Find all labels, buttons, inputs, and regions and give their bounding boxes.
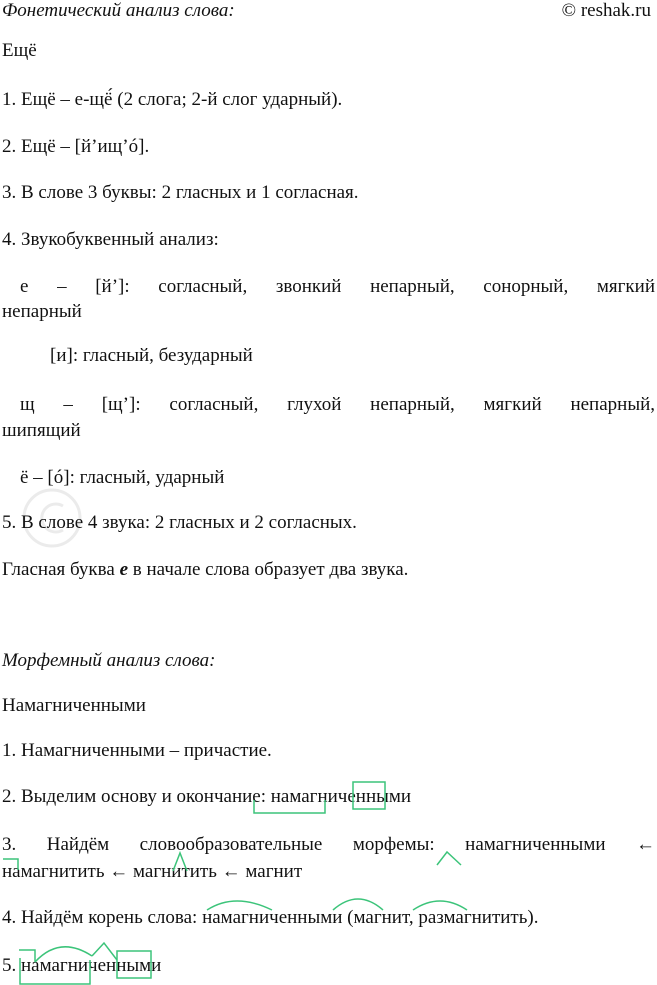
phonetic-line-2: 2. Ещё – [й’ищ’ó]. xyxy=(2,136,150,157)
note-text: Гласная буква xyxy=(2,559,120,580)
phonetic-line-1: 1. Ещё – е-щё́ (2 слога; 2-й слог ударный). xyxy=(2,89,343,110)
morphemic-line-5: 5. намагниченными xyxy=(2,955,162,976)
phonetic-word: Ещё xyxy=(2,40,37,61)
sound-yo: ё – [ó]: гласный, ударный xyxy=(20,467,225,488)
note-letter: е xyxy=(119,559,129,580)
sound-shch: щ – [щ’]: согласный, глухой непарный, мягкий непарный, xyxy=(20,394,655,415)
morphemic-line-3: 3. Найдём словообразовательные морфемы: намагниченными ← xyxy=(2,834,655,855)
note-text-end: в начале слова образует два звука. xyxy=(128,559,409,580)
phonetic-line-3: 3. В слове 3 буквы: 2 гласных и 1 согласная. xyxy=(2,182,359,203)
morphemic-line-2: 2. Выделим основу и окончание: намагниченными xyxy=(2,786,412,807)
phonetic-note xyxy=(2,559,655,581)
copyright: © reshak.ru xyxy=(561,0,651,21)
phonetic-heading: Фонетический анализ слова: xyxy=(2,0,235,21)
morphemic-line-4: 4. Найдём корень слова: намагниченными (магнит, размагнитить). xyxy=(2,907,539,928)
phonetic-line-5: 5. В слове 4 звука: 2 гласных и 2 согласных. xyxy=(2,512,357,533)
morphemic-heading: Морфемный анализ слова: xyxy=(2,650,216,671)
sound-e: е – [й’]: согласный, звонкий непарный, сонорный, мягкий xyxy=(20,276,655,297)
sound-i: [и]: гласный, безударный xyxy=(50,345,253,366)
morphemic-line-3-cont: намагнитить ← магнитить ← магнит xyxy=(2,861,303,882)
sound-e-cont: непарный xyxy=(2,301,82,322)
phonetic-line-4: 4. Звукобуквенный анализ: xyxy=(2,229,219,250)
sound-shch-cont: шипящий xyxy=(2,420,81,441)
morphemic-word: Намагниченными xyxy=(2,695,146,716)
morphemic-line-1: 1. Намагниченными – причастие. xyxy=(2,740,272,761)
